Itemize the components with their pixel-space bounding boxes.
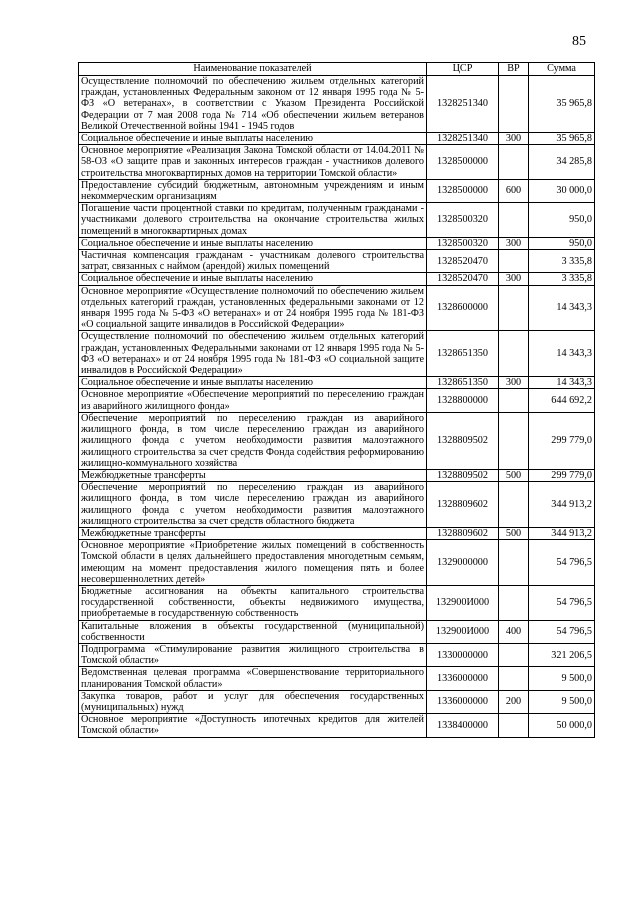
cell-csr: 1328651350 xyxy=(427,377,499,389)
cell-sum: 54 796,5 xyxy=(529,540,595,586)
cell-name: Бюджетные ассигнования на объекты капитального строительства государственной собственности, объекты недвижимого имущества, приобретаемые в государственную собственность xyxy=(79,585,427,620)
cell-csr: 1328500320 xyxy=(427,237,499,249)
cell-vr xyxy=(499,285,529,331)
cell-vr: 400 xyxy=(499,620,529,643)
cell-csr: 1328809502 xyxy=(427,469,499,481)
cell-csr: 1328500000 xyxy=(427,145,499,180)
header-csr: ЦСР xyxy=(427,63,499,76)
cell-sum: 14 343,3 xyxy=(529,331,595,377)
table-row xyxy=(79,273,595,285)
table-row xyxy=(79,377,595,389)
table-row xyxy=(79,620,595,643)
cell-sum: 30 000,0 xyxy=(529,179,595,202)
table-row xyxy=(79,714,595,737)
cell-sum: 9 500,0 xyxy=(529,667,595,690)
cell-vr xyxy=(499,250,529,273)
cell-csr: 1328251340 xyxy=(427,133,499,145)
cell-vr xyxy=(499,389,529,412)
cell-name: Осуществление полномочий по обеспечению жильем отдельных категорий граждан, установленных Федеральными законами от 12 января 1995 года № 5-ФЗ «О ветеранах» и от 24 ноября 1995 года № 181-ФЗ «О социальной защите инвалидов в Российской Федерации» xyxy=(79,331,427,377)
cell-name: Частичная компенсация гражданам - участникам долевого строительства затрат, связанных с наймом (арендой) жилых помещений xyxy=(79,250,427,273)
cell-sum: 35 965,8 xyxy=(529,76,595,133)
cell-vr xyxy=(499,540,529,586)
cell-name: Обеспечение мероприятий по переселению граждан из аварийного жилищного фонда, в том числе переселению граждан из аварийного жилищного фонда с учетом необходимости развития малоэтажного жилищного строительства за счет средств областного бюджета xyxy=(79,482,427,528)
header-sum: Сумма xyxy=(529,63,595,76)
cell-vr: 500 xyxy=(499,469,529,481)
cell-csr: 1338400000 xyxy=(427,714,499,737)
cell-csr: 132900И000 xyxy=(427,620,499,643)
cell-name: Обеспечение мероприятий по переселению граждан из аварийного жилищного фонда, в том числе переселению граждан из аварийного жилищного фонда с учетом необходимости развития малоэтажного жилищного строительства за счет средств Фонда содействия реформированию жилищно-коммунального хозяйства xyxy=(79,412,427,469)
table-row xyxy=(79,285,595,331)
table-row xyxy=(79,179,595,202)
cell-sum: 54 796,5 xyxy=(529,620,595,643)
cell-sum: 299 779,0 xyxy=(529,412,595,469)
cell-name: Межбюджетные трансферты xyxy=(79,469,427,481)
budget-table xyxy=(78,62,595,738)
cell-sum: 950,0 xyxy=(529,203,595,238)
table-row xyxy=(79,331,595,377)
table-row xyxy=(79,412,595,469)
cell-name: Социальное обеспечение и иные выплаты населению xyxy=(79,133,427,145)
table-row xyxy=(79,643,595,666)
table-row xyxy=(79,469,595,481)
cell-sum: 344 913,2 xyxy=(529,527,595,539)
cell-vr: 200 xyxy=(499,690,529,713)
cell-name: Социальное обеспечение и иные выплаты населению xyxy=(79,237,427,249)
cell-name: Осуществление полномочий по обеспечению жильем отдельных категорий граждан, установленных Федеральным законом от 12 января 1995 года № 5-ФЗ «О ветеранах», в соответствии с Указом Президента Российской Федерации от 7 мая 2008 года № 714 «Об обеспечении жильем ветеранов Великой Отечественной войны 1941 - 1945 годов xyxy=(79,76,427,133)
table-row xyxy=(79,389,595,412)
cell-csr: 1329000000 xyxy=(427,540,499,586)
cell-vr: 300 xyxy=(499,133,529,145)
table-row xyxy=(79,76,595,133)
table-row xyxy=(79,540,595,586)
cell-name: Предоставление субсидий бюджетным, автономным учреждениям и иным некоммерческим организациям xyxy=(79,179,427,202)
cell-name: Основное мероприятие «Обеспечение мероприятий по переселению граждан из аварийного жилищного фонда» xyxy=(79,389,427,412)
cell-sum: 34 285,8 xyxy=(529,145,595,180)
cell-vr xyxy=(499,643,529,666)
cell-vr xyxy=(499,76,529,133)
cell-sum: 299 779,0 xyxy=(529,469,595,481)
cell-csr: 1330000000 xyxy=(427,643,499,666)
cell-name: Основное мероприятие «Реализация Закона Томской области от 14.04.2011 № 58-ОЗ «О защите прав и законных интересов граждан - участников долевого строительства многоквартирных домов на территории Томской области» xyxy=(79,145,427,180)
cell-vr xyxy=(499,331,529,377)
cell-name: Основное мероприятие «Приобретение жилых помещений в собственность Томской области в целях дальнейшего предоставления многодетным семьям, имеющим на момент предоставления жилого помещения пять и более несовершеннолетних детей» xyxy=(79,540,427,586)
cell-sum: 3 335,8 xyxy=(529,250,595,273)
cell-sum: 54 796,5 xyxy=(529,585,595,620)
table-row xyxy=(79,145,595,180)
cell-csr: 132900И000 xyxy=(427,585,499,620)
cell-name: Ведомственная целевая программа «Совершенствование территориального планирования Томской области» xyxy=(79,667,427,690)
table-row xyxy=(79,585,595,620)
table-row xyxy=(79,482,595,528)
cell-name: Социальное обеспечение и иные выплаты населению xyxy=(79,377,427,389)
table-row xyxy=(79,667,595,690)
cell-csr: 1336000000 xyxy=(427,667,499,690)
cell-name: Основное мероприятие «Осуществление полномочий по обеспечению жильем отдельных категорий граждан, установленных федеральными законами от 12 января 1995 года № 5-ФЗ «О ветеранах» и от 24 ноября 1995 года № 181-ФЗ «О социальной защите инвалидов в Российской Федерации» xyxy=(79,285,427,331)
table-row xyxy=(79,203,595,238)
cell-name: Основное мероприятие «Доступность ипотечных кредитов для жителей Томской области» xyxy=(79,714,427,737)
cell-vr: 600 xyxy=(499,179,529,202)
table-row xyxy=(79,133,595,145)
cell-sum: 321 206,5 xyxy=(529,643,595,666)
cell-vr xyxy=(499,482,529,528)
table-row xyxy=(79,250,595,273)
cell-vr xyxy=(499,203,529,238)
cell-name: Подпрограмма «Стимулирование развития жилищного строительства в Томской области» xyxy=(79,643,427,666)
cell-csr: 1328500000 xyxy=(427,179,499,202)
table-row xyxy=(79,690,595,713)
cell-vr xyxy=(499,412,529,469)
cell-sum: 3 335,8 xyxy=(529,273,595,285)
cell-csr: 1328809602 xyxy=(427,527,499,539)
header-vr: ВР xyxy=(499,63,529,76)
table-row xyxy=(79,237,595,249)
cell-vr xyxy=(499,145,529,180)
cell-vr xyxy=(499,667,529,690)
cell-csr: 1328809502 xyxy=(427,412,499,469)
cell-vr xyxy=(499,714,529,737)
cell-sum: 14 343,3 xyxy=(529,377,595,389)
cell-vr: 300 xyxy=(499,273,529,285)
cell-vr xyxy=(499,585,529,620)
cell-sum: 644 692,2 xyxy=(529,389,595,412)
cell-csr: 1328251340 xyxy=(427,76,499,133)
cell-name: Межбюджетные трансферты xyxy=(79,527,427,539)
cell-vr: 300 xyxy=(499,377,529,389)
cell-name: Закупка товаров, работ и услуг для обеспечения государственных (муниципальных) нужд xyxy=(79,690,427,713)
cell-name: Социальное обеспечение и иные выплаты населению xyxy=(79,273,427,285)
page-number: 85 xyxy=(572,34,586,49)
cell-sum: 344 913,2 xyxy=(529,482,595,528)
cell-name: Капитальные вложения в объекты государственной (муниципальной) собственности xyxy=(79,620,427,643)
cell-vr: 500 xyxy=(499,527,529,539)
cell-sum: 9 500,0 xyxy=(529,690,595,713)
cell-csr: 1328520470 xyxy=(427,250,499,273)
cell-sum: 950,0 xyxy=(529,237,595,249)
cell-csr: 1328651350 xyxy=(427,331,499,377)
cell-csr: 1328809602 xyxy=(427,482,499,528)
header-name: Наименование показателей xyxy=(79,63,427,76)
cell-sum: 14 343,3 xyxy=(529,285,595,331)
cell-sum: 50 000,0 xyxy=(529,714,595,737)
cell-vr: 300 xyxy=(499,237,529,249)
table-row xyxy=(79,527,595,539)
cell-sum: 35 965,8 xyxy=(529,133,595,145)
table-header-row xyxy=(79,63,595,76)
cell-csr: 1328600000 xyxy=(427,285,499,331)
cell-csr: 1328520470 xyxy=(427,273,499,285)
cell-csr: 1328500320 xyxy=(427,203,499,238)
cell-csr: 1328800000 xyxy=(427,389,499,412)
cell-csr: 1336000000 xyxy=(427,690,499,713)
cell-name: Погашение части процентной ставки по кредитам, полученным гражданами - участниками долевого строительства на окончание строительства жилых помещений в многоквартирных домах xyxy=(79,203,427,238)
